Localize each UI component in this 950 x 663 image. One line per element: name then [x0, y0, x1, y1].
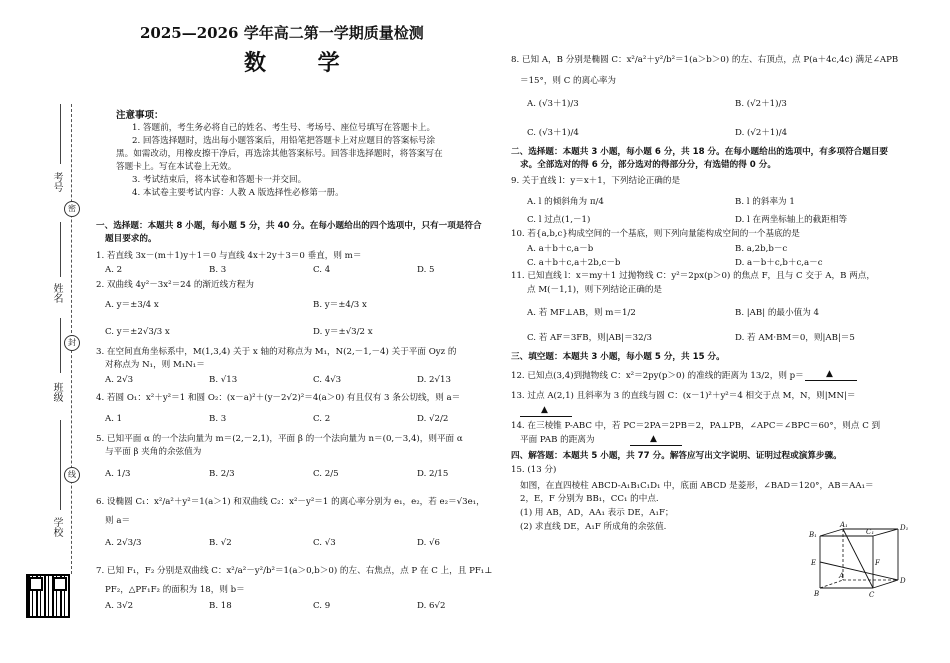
seal-mark-feng: 封	[64, 335, 80, 351]
prism-figure	[806, 520, 916, 600]
q13-blank-mark: ▲	[541, 405, 548, 415]
q7-option-d: D. 6√2	[417, 601, 446, 611]
q3-option-b: B. √13	[209, 375, 238, 385]
fig-label-e: E	[811, 559, 817, 567]
q4-option-c: C. 2	[313, 414, 331, 424]
xuexiao-blank-line	[60, 420, 61, 510]
fig-label-a: A	[839, 572, 845, 580]
banji-blank-line	[60, 318, 61, 373]
q6-option-d: D. √6	[417, 538, 440, 548]
q1-option-b: B. 3	[209, 265, 227, 275]
q7-option-a: A. 3√2	[105, 601, 134, 611]
q6-stem-cont: 则 a＝	[105, 516, 131, 526]
notice-heading: 注意事项：	[116, 110, 164, 121]
q10-option-c: C. a＋b＋c,a＋2b,c－b	[527, 258, 621, 268]
q8-option-d: D. (√2＋1)/4	[735, 128, 788, 138]
q3-stem-cont: 对称点为 N₁，则 M₁N₁＝	[105, 360, 205, 370]
q8-stem: 8. 已知 A，B 分别是椭圆 C：x²/a²＋y²/b²＝1(a＞b＞0) 的左、右顶点，点 P(a＋4c,4c) 满足∠APB	[511, 55, 899, 65]
q11-option-a: A. 若 MF⊥AB，则 m＝1/2	[527, 308, 636, 318]
notice-item-3: 3. 考试结束后，将本试卷和答题卡一并交回。	[132, 175, 307, 185]
section1-heading-cont: 题目要求的。	[105, 234, 157, 244]
seal-mark-xian: 线	[64, 467, 80, 483]
q9-option-b: B. l 的斜率为 1	[735, 197, 795, 207]
q7-stem: 7. 已知 F₁，F₂ 分别是双曲线 C：x²/a²－y²/b²＝1(a＞0,b＞0) 的左、右焦点，点 P 在 C 上，且 PF₁⊥	[96, 566, 493, 576]
fig-label-c1: C₁	[866, 528, 875, 536]
q13-stem: 13. 过点 A(2,1) 且斜率为 3 的直线与圆 C：(x－1)²＋y²＝4 相交于点 M，N，则|MN|＝	[511, 391, 856, 401]
q5-option-c: C. 2/5	[313, 469, 339, 479]
q2-option-b: B. y＝±4/3 x	[313, 300, 367, 310]
q12-blank-mark: ▲	[826, 369, 833, 379]
q14-answer-blank	[630, 445, 682, 446]
kaohao-blank-line	[60, 104, 61, 164]
binding-label-banji: 班级	[51, 382, 62, 402]
q10-option-d: D. a－b＋c,b＋c,a－c	[735, 258, 823, 268]
q6-option-c: C. √3	[313, 538, 336, 548]
q1-option-a: A. 2	[105, 265, 123, 275]
q6-option-a: A. 2√3/3	[105, 538, 142, 548]
q11-option-c: C. 若 AF＝3FB，则|AB|＝32/3	[527, 333, 652, 343]
q4-option-b: B. 3	[209, 414, 227, 424]
q2-option-d: D. y＝±√3/2 x	[313, 327, 373, 337]
q8-option-b: B. (√2＋1)/3	[735, 99, 787, 109]
q4-option-d: D. √2/2	[417, 414, 449, 424]
notice-item-2b: 黑。如需改动，用橡皮擦干净后，再选涂其他答案标号。回答非选择题时，将答案写在	[116, 149, 443, 159]
q15-head: 15. (13 分)	[511, 465, 557, 475]
q1-option-d: D. 5	[417, 265, 435, 275]
q9-option-d: D. l 在两坐标轴上的截距相等	[735, 215, 848, 225]
q3-option-d: D. 2√13	[417, 375, 451, 385]
q8-stem-cont: ＝15°，则 C 的离心率为	[520, 76, 617, 86]
q5-option-d: D. 2/15	[417, 469, 449, 479]
q7-option-b: B. 18	[209, 601, 232, 611]
q14-blank-mark: ▲	[650, 434, 657, 444]
qr-code	[26, 574, 70, 618]
q14-stem-cont: 平面 PAB 的距离为	[520, 435, 595, 445]
q9-option-c: C. l 过点(1,－1)	[527, 215, 591, 225]
fig-label-b1: B₁	[809, 531, 817, 539]
fig-label-c: C	[869, 591, 875, 599]
q13-answer-blank	[520, 416, 572, 417]
q4-stem: 4. 若圆 O₁：x²＋y²＝1 和圆 O₂：(x－a)²＋(y－2√2)²＝4(a＞0) 有且仅有 3 条公切线，则 a＝	[96, 393, 461, 403]
q11-stem: 11. 已知直线 l：x＝my＋1 过抛物线 C：y²＝2px(p＞0) 的焦点 F，且与 C 交于 A，B 两点，	[511, 271, 875, 281]
q11-option-b: B. |AB| 的最小值为 4	[735, 308, 819, 318]
xingming-blank-line	[60, 222, 61, 277]
fig-label-a1: A₁	[840, 521, 848, 529]
q15-line2: 2，E，F 分别为 BB₁，CC₁ 的中点.	[520, 494, 659, 504]
q10-stem: 10. 若{a,b,c}构成空间的一个基底，则下列向量能构成空间的一个基底的是	[511, 229, 800, 239]
q14-stem: 14. 在三棱锥 P-ABC 中，若 PC＝2PA＝2PB＝2，PA⊥PB，∠APC＝∠BPC＝60°，则点 C 到	[511, 421, 881, 431]
notice-item-4: 4. 本试卷主要考试内容：人教 A 版选择性必修第一册。	[132, 188, 344, 198]
notice-item-2c: 答题卡上。写在本试卷上无效。	[116, 162, 237, 172]
notice-item-2: 2. 回答选择题时，选出每小题答案后，用铅笔把答题卡上对应题目的答案标号涂	[132, 136, 436, 146]
fig-label-f: F	[875, 559, 880, 567]
notice-item-1: 1. 答题前，考生务必将自己的姓名、考生号、考场号、座位号填写在答题卡上。	[132, 123, 436, 133]
q10-option-a: A. a＋b＋c,a－b	[527, 244, 594, 254]
q2-option-a: A. y＝±3/4 x	[105, 300, 159, 310]
binding-label-xingming: 姓名	[51, 283, 62, 303]
section4-heading: 四、解答题：本题共 5 小题，共 77 分。解答应写出文字说明、证明过程或演算步骤。	[511, 451, 842, 461]
q15-line3: (1) 用 AB，AD，AA₁ 表示 DE，A₁F；	[520, 508, 674, 518]
q1-option-c: C. 4	[313, 265, 331, 275]
q3-option-c: C. 4√3	[313, 375, 342, 385]
fig-label-d1: D₁	[900, 524, 909, 532]
q9-option-a: A. l 的倾斜角为 π/4	[527, 197, 604, 207]
q6-stem: 6. 设椭圆 C₁：x²/a²＋y²＝1(a＞1) 和双曲线 C₂：x²－y²＝1 的离心率分别为 e₁，e₂，若 e₂＝√3e₁，	[96, 497, 485, 507]
q11-option-d: D. 若 AM·BM＝0，则|AB|＝5	[735, 333, 855, 343]
q3-option-a: A. 2√3	[105, 375, 134, 385]
q6-option-b: B. √2	[209, 538, 232, 548]
q15-line1: 如图，在直四棱柱 ABCD-A₁B₁C₁D₁ 中，底面 ABCD 是菱形，∠BAD＝120°，AB＝AA₁＝	[520, 481, 874, 491]
q8-option-c: C. (√3＋1)/4	[527, 128, 579, 138]
fig-label-d: D	[900, 577, 906, 585]
q5-stem-cont: 与平面 β 夹角的余弦值为	[105, 447, 202, 457]
seal-mark-mi: 密	[64, 201, 80, 217]
q15-line4: (2) 求直线 DE，A₁F 所成角的余弦值.	[520, 522, 667, 532]
q2-stem: 2. 双曲线 4y²－3x²＝24 的渐近线方程为	[96, 280, 254, 290]
fig-label-b: B	[814, 590, 820, 598]
section2-heading: 二、选择题：本题共 3 小题，每小题 6 分，共 18 分。在每小题给出的选项中，有多项符合题目要	[511, 147, 889, 157]
exam-title: 2025—2026 学年高二第一学期质量检测	[140, 24, 424, 42]
binding-label-kaohao: 考号	[51, 172, 62, 192]
q5-stem: 5. 已知平面 α 的一个法向量为 m＝(2,－2,1)，平面 β 的一个法向量为 n＝(0,－3,4)，则平面 α	[96, 434, 463, 444]
section1-heading: 一、选择题：本题共 8 小题，每小题 5 分，共 40 分。在每小题给出的四个选项中，只有一项是符合	[96, 221, 482, 231]
q11-stem-cont: 点 M(－1,1)，则下列结论正确的是	[527, 285, 663, 295]
subject-title: 数 学	[244, 50, 362, 76]
q12-answer-blank	[805, 380, 857, 381]
section2-heading-cont: 求。全部选对的得 6 分，部分选对的得部分分，有选错的得 0 分。	[520, 160, 776, 170]
q8-option-a: A. (√3＋1)/3	[527, 99, 579, 109]
q7-option-c: C. 9	[313, 601, 331, 611]
binding-label-xuexiao: 学校	[51, 517, 62, 537]
section3-heading: 三、填空题：本题共 3 小题，每小题 5 分，共 15 分。	[511, 352, 725, 362]
q4-option-a: A. 1	[105, 414, 123, 424]
q12-stem: 12. 已知点(3,4)到抛物线 C：x²＝2py(p＞0) 的准线的距离为 13/2，则 p＝	[511, 371, 804, 381]
q2-option-c: C. y＝±2√3/3 x	[105, 327, 170, 337]
q5-option-a: A. 1/3	[105, 469, 131, 479]
q1-stem: 1. 若直线 3x－(m＋1)y＋1＝0 与直线 4x＋2y＋3＝0 垂直，则 m＝	[96, 251, 362, 261]
q5-option-b: B. 2/3	[209, 469, 235, 479]
q7-stem-cont: PF₂，△PF₁F₂ 的面积为 18，则 b＝	[105, 585, 245, 595]
q9-stem: 9. 关于直线 l：y＝x＋1，下列结论正确的是	[511, 176, 681, 186]
q3-stem: 3. 在空间直角坐标系中，M(1,3,4) 关于 x 轴的对称点为 M₁，N(2,－1,－4) 关于平面 Oyz 的	[96, 347, 457, 357]
q10-option-b: B. a,2b,b－c	[735, 244, 788, 254]
